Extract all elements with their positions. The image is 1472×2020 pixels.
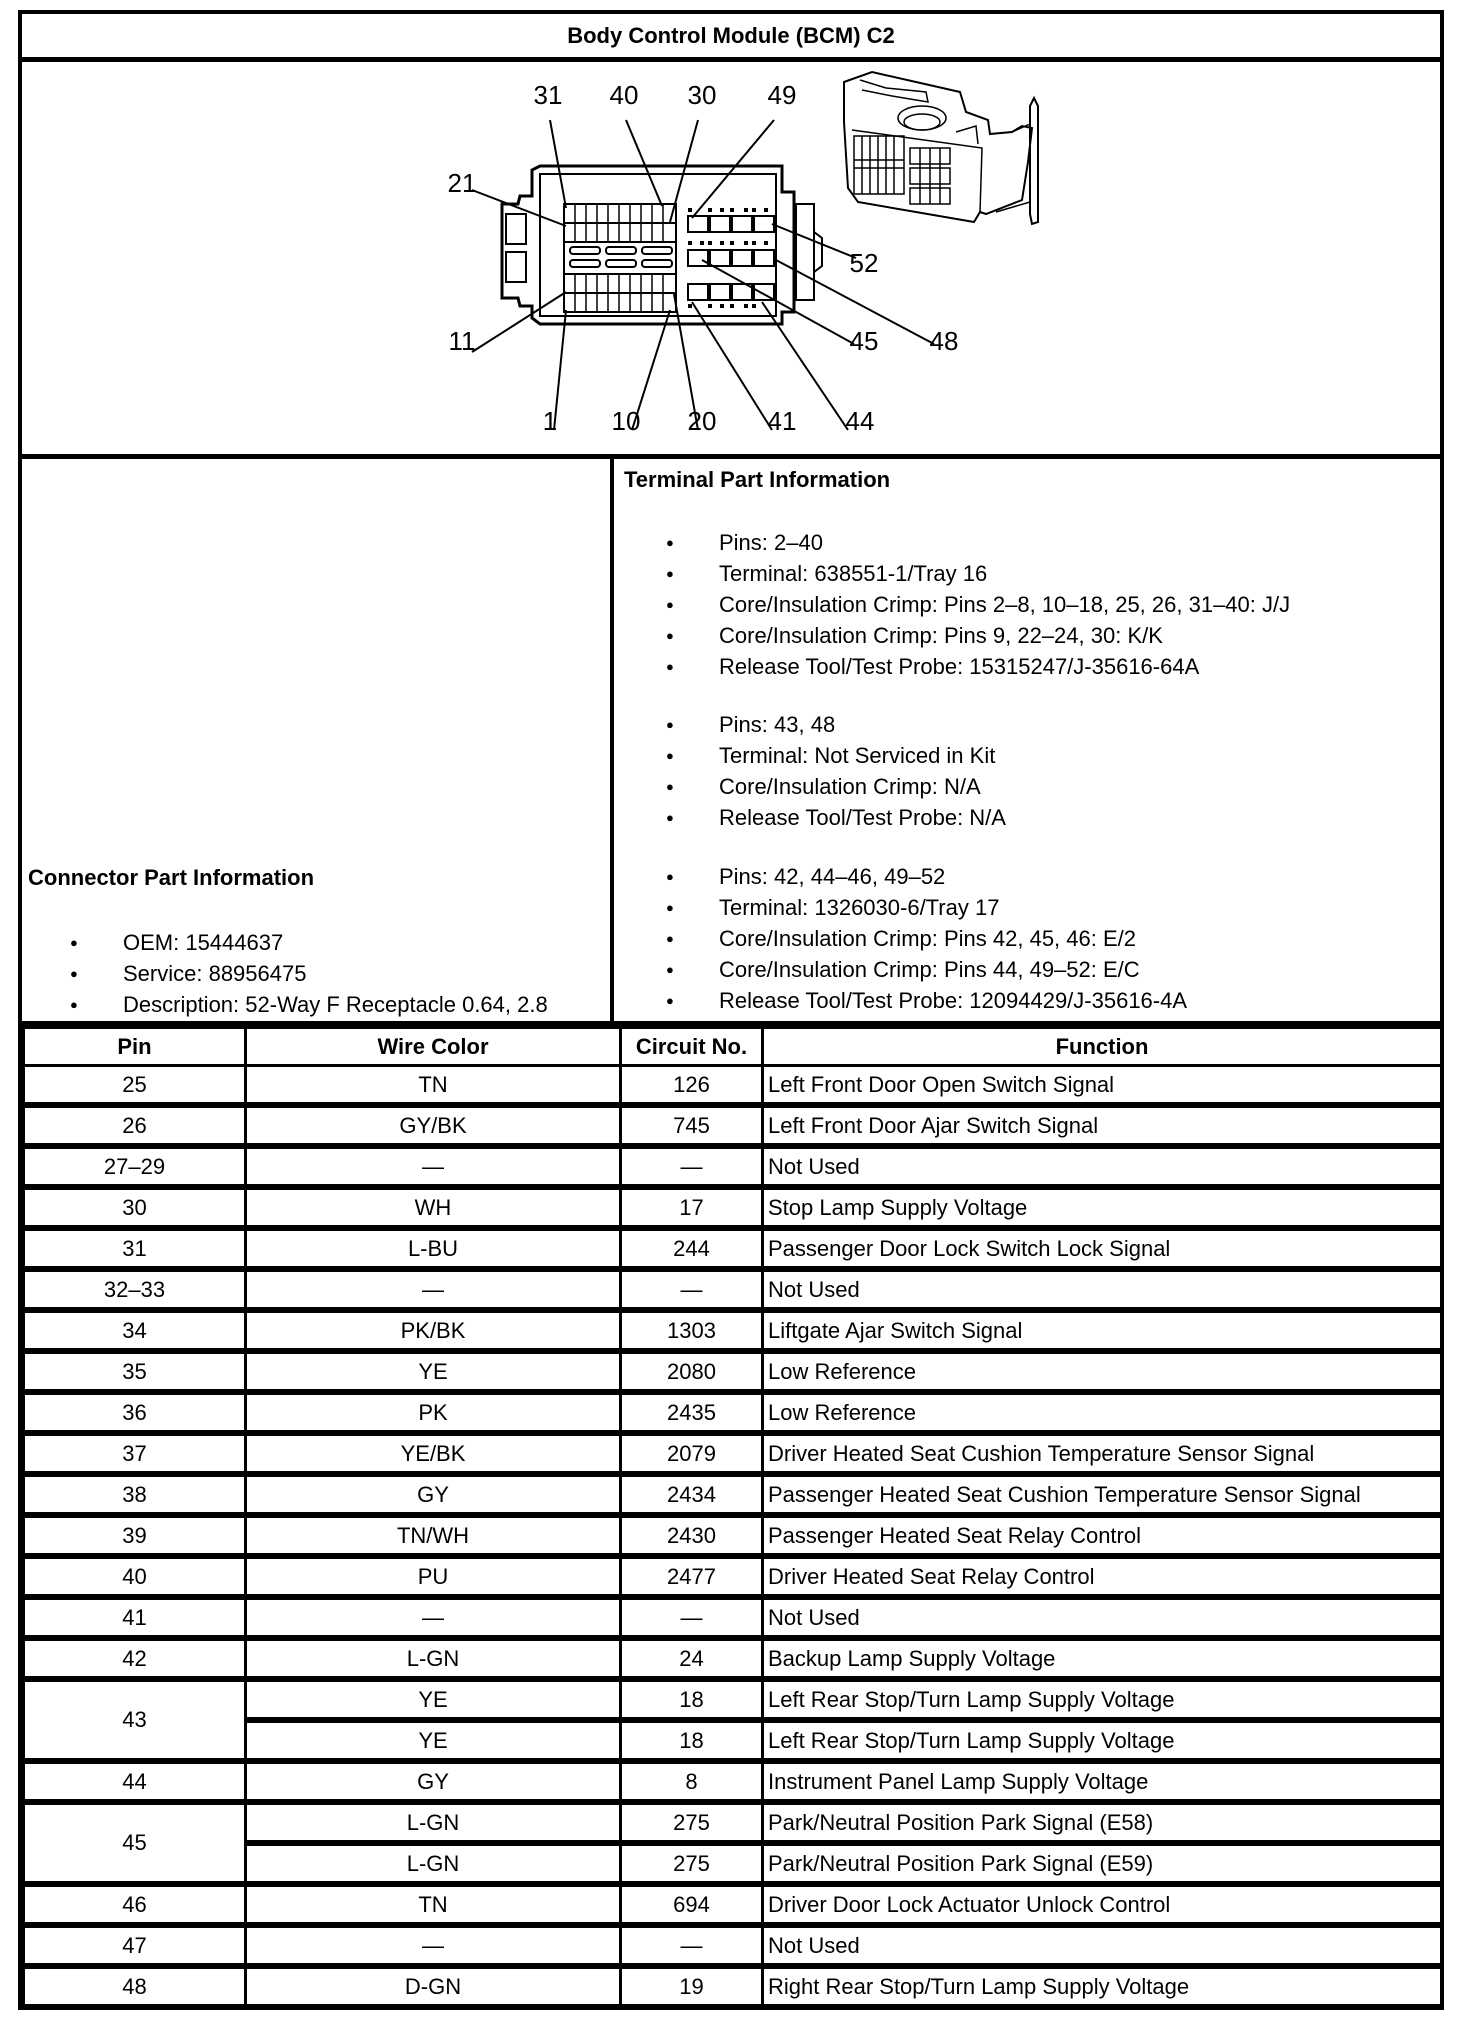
pin-label-11: 11 [448,326,476,356]
connector-3d-view-icon [844,72,1038,224]
circuit-cell: 694 [621,1884,763,1925]
pin-label-44: 44 [845,406,875,436]
terminal-info-item: ● Release Tool/Test Probe: 12094429/J-35616-4A [618,985,1187,1016]
wire-color-cell: YE [246,1351,621,1392]
circuit-cell: 275 [621,1802,763,1843]
connector-info-title: Connector Part Information [28,865,315,890]
table-row [24,1515,1442,1556]
circuit-cell: 244 [621,1228,763,1269]
table-row [24,1474,1442,1515]
circuit-cell: — [621,1269,763,1310]
table-row [24,1105,1442,1146]
circuit-cell: 2080 [621,1351,763,1392]
table-row [24,1310,1442,1351]
table-row [24,1228,1442,1269]
function-cell: Driver Door Lock Actuator Unlock Control [763,1884,1442,1925]
pin-cell: 34 [24,1310,246,1351]
wire-color-cell: PU [246,1556,621,1597]
function-cell: Low Reference [763,1392,1442,1433]
terminal-info-item: ● Core/Insulation Crimp: Pins 42, 45, 46: E/2 [618,923,1187,954]
pin-cell: 43 [24,1679,246,1761]
wire-color-cell: — [246,1269,621,1310]
wire-color-cell: — [246,1925,621,1966]
terminal-info-item: ● Terminal: 638551-1/Tray 16 [618,558,1290,589]
pin-cell: 31 [24,1228,246,1269]
pin-label-52: 52 [849,248,879,278]
pin-label-21: 21 [447,168,477,198]
wire-color-cell: YE [246,1679,621,1720]
pin-cell: 40 [24,1556,246,1597]
wire-color-cell: TN [246,1066,621,1106]
pin-label-41: 41 [767,406,797,436]
terminal-info-item: ● Release Tool/Test Probe: N/A [618,802,1006,833]
table-row [24,1146,1442,1187]
pin-cell: 44 [24,1761,246,1802]
terminal-part-info [618,459,1440,1021]
wire-color-cell: TN [246,1884,621,1925]
connector-info-service: ● Service: 88956475 [22,958,548,989]
circuit-cell: — [621,1146,763,1187]
header-wire-color: Wire Color [246,1028,621,1066]
circuit-cell: 275 [621,1843,763,1884]
page-title: Body Control Module (BCM) C2 [22,14,1440,62]
connector-info-oem: ● OEM: 15444637 [22,927,548,958]
pin-label-31: 31 [533,80,563,110]
circuit-cell: 1303 [621,1310,763,1351]
terminal-info-item: ● Pins: 43, 48 [618,709,1006,740]
circuit-cell: 2430 [621,1515,763,1556]
connector-diagram [22,62,1440,459]
wire-color-cell: GY/BK [246,1105,621,1146]
function-cell: Passenger Door Lock Switch Lock Signal [763,1228,1442,1269]
pin-cell: 39 [24,1515,246,1556]
terminal-info-item: ● Pins: 2–40 [618,527,1290,558]
pin-cell: 37 [24,1433,246,1474]
terminal-info-title: Terminal Part Information [624,467,891,492]
table-row [24,1392,1442,1433]
connector-face-view-icon [22,62,1440,454]
pin-cell: 38 [24,1474,246,1515]
pin-cell: 48 [24,1966,246,2006]
circuit-cell: 745 [621,1105,763,1146]
function-cell: Not Used [763,1597,1442,1638]
function-cell: Driver Heated Seat Relay Control [763,1556,1442,1597]
pin-cell: 26 [24,1105,246,1146]
table-row [24,1597,1442,1638]
circuit-cell: 8 [621,1761,763,1802]
terminal-info-item: ● Pins: 42, 44–46, 49–52 [618,861,1187,892]
pin-cell: 46 [24,1884,246,1925]
pin-cell: 45 [24,1802,246,1884]
table-row [24,1187,1442,1228]
function-cell: Right Rear Stop/Turn Lamp Supply Voltage [763,1966,1442,2006]
connector-end-view-sheet [18,10,1444,2010]
function-cell: Driver Heated Seat Cushion Temperature Sensor Signal [763,1433,1442,1474]
table-row [24,1925,1442,1966]
table-row [24,1761,1442,1802]
function-cell: Stop Lamp Supply Voltage [763,1187,1442,1228]
pin-label-30: 30 [687,80,717,110]
terminal-info-item: ● Core/Insulation Crimp: Pins 2–8, 10–18, 25, 26, 31–40: J/J [618,589,1290,620]
pin-cell: 41 [24,1597,246,1638]
part-information-row [22,459,1440,1026]
connector-info-description: ● Description: 52-Way F Receptacle 0.64, 2.8 [22,989,548,1020]
terminal-info-item: ● Core/Insulation Crimp: Pins 44, 49–52: E/C [618,954,1187,985]
terminal-group-2 [618,709,1006,833]
wire-color-cell: L-BU [246,1228,621,1269]
wire-color-cell: L-GN [246,1843,621,1884]
wire-color-cell: YE [246,1720,621,1761]
header-function: Function [763,1028,1442,1066]
pin-cell: 25 [24,1066,246,1106]
function-cell: Liftgate Ajar Switch Signal [763,1310,1442,1351]
wire-color-cell: YE/BK [246,1433,621,1474]
wire-color-cell: GY [246,1474,621,1515]
pin-label-10: 10 [611,406,641,436]
pin-label-40: 40 [609,80,639,110]
pinout-table [22,1026,1443,2007]
table-row [24,1638,1442,1679]
wire-color-cell: TN/WH [246,1515,621,1556]
terminal-info-item: ● Core/Insulation Crimp: Pins 9, 22–24, 30: K/K [618,620,1290,651]
wire-color-cell: L-GN [246,1802,621,1843]
circuit-cell: 126 [621,1066,763,1106]
function-cell: Instrument Panel Lamp Supply Voltage [763,1761,1442,1802]
function-cell: Low Reference [763,1351,1442,1392]
circuit-cell: 17 [621,1187,763,1228]
pin-cell: 27–29 [24,1146,246,1187]
connector-part-info [22,459,614,1021]
function-cell: Passenger Heated Seat Relay Control [763,1515,1442,1556]
circuit-cell: 2079 [621,1433,763,1474]
table-row [24,1066,1442,1106]
terminal-group-1 [618,527,1290,682]
wire-color-cell: WH [246,1187,621,1228]
table-row [24,1556,1442,1597]
table-row [24,1884,1442,1925]
wire-color-cell: — [246,1146,621,1187]
header-pin: Pin [24,1028,246,1066]
wire-color-cell: D-GN [246,1966,621,2006]
function-cell: Not Used [763,1925,1442,1966]
circuit-cell: 18 [621,1679,763,1720]
function-cell: Left Front Door Open Switch Signal [763,1066,1442,1106]
pin-cell: 30 [24,1187,246,1228]
pin-label-20: 20 [687,406,717,436]
function-cell: Not Used [763,1269,1442,1310]
circuit-cell: 18 [621,1720,763,1761]
table-row [24,1351,1442,1392]
pin-label-45: 45 [849,326,879,356]
function-cell: Not Used [763,1146,1442,1187]
pin-label-49: 49 [767,80,797,110]
function-cell: Backup Lamp Supply Voltage [763,1638,1442,1679]
table-row [24,1433,1442,1474]
function-cell: Park/Neutral Position Park Signal (E58) [763,1802,1442,1843]
table-row [24,1269,1442,1310]
wire-color-cell: L-GN [246,1638,621,1679]
table-row [24,1966,1442,2006]
circuit-cell: 19 [621,1966,763,2006]
circuit-cell: 2435 [621,1392,763,1433]
pin-cell: 36 [24,1392,246,1433]
terminal-group-3 [618,861,1187,1016]
pin-cell: 32–33 [24,1269,246,1310]
function-cell: Passenger Heated Seat Cushion Temperature Sensor Signal [763,1474,1442,1515]
wire-color-cell: PK/BK [246,1310,621,1351]
circuit-cell: 24 [621,1638,763,1679]
header-circuit-no: Circuit No. [621,1028,763,1066]
terminal-info-item: ● Release Tool/Test Probe: 15315247/J-35616-64A [618,651,1290,682]
function-cell: Park/Neutral Position Park Signal (E59) [763,1843,1442,1884]
table-row [24,1802,1442,1843]
pin-label-1: 1 [542,406,558,436]
wire-color-cell: PK [246,1392,621,1433]
pin-cell: 35 [24,1351,246,1392]
circuit-cell: — [621,1925,763,1966]
function-cell: Left Front Door Ajar Switch Signal [763,1105,1442,1146]
pin-cell: 42 [24,1638,246,1679]
circuit-cell: 2477 [621,1556,763,1597]
function-cell: Left Rear Stop/Turn Lamp Supply Voltage [763,1720,1442,1761]
pin-label-48: 48 [929,326,959,356]
wire-color-cell: GY [246,1761,621,1802]
circuit-cell: 2434 [621,1474,763,1515]
terminal-info-item: ● Terminal: Not Serviced in Kit [618,740,1006,771]
table-row [24,1679,1442,1720]
terminal-info-item: ● Terminal: 1326030-6/Tray 17 [618,892,1187,923]
terminal-info-item: ● Core/Insulation Crimp: N/A [618,771,1006,802]
pin-cell: 47 [24,1925,246,1966]
wire-color-cell: — [246,1597,621,1638]
table-header-row [24,1028,1442,1066]
connector-info-list [22,927,548,1020]
function-cell: Left Rear Stop/Turn Lamp Supply Voltage [763,1679,1442,1720]
circuit-cell: — [621,1597,763,1638]
